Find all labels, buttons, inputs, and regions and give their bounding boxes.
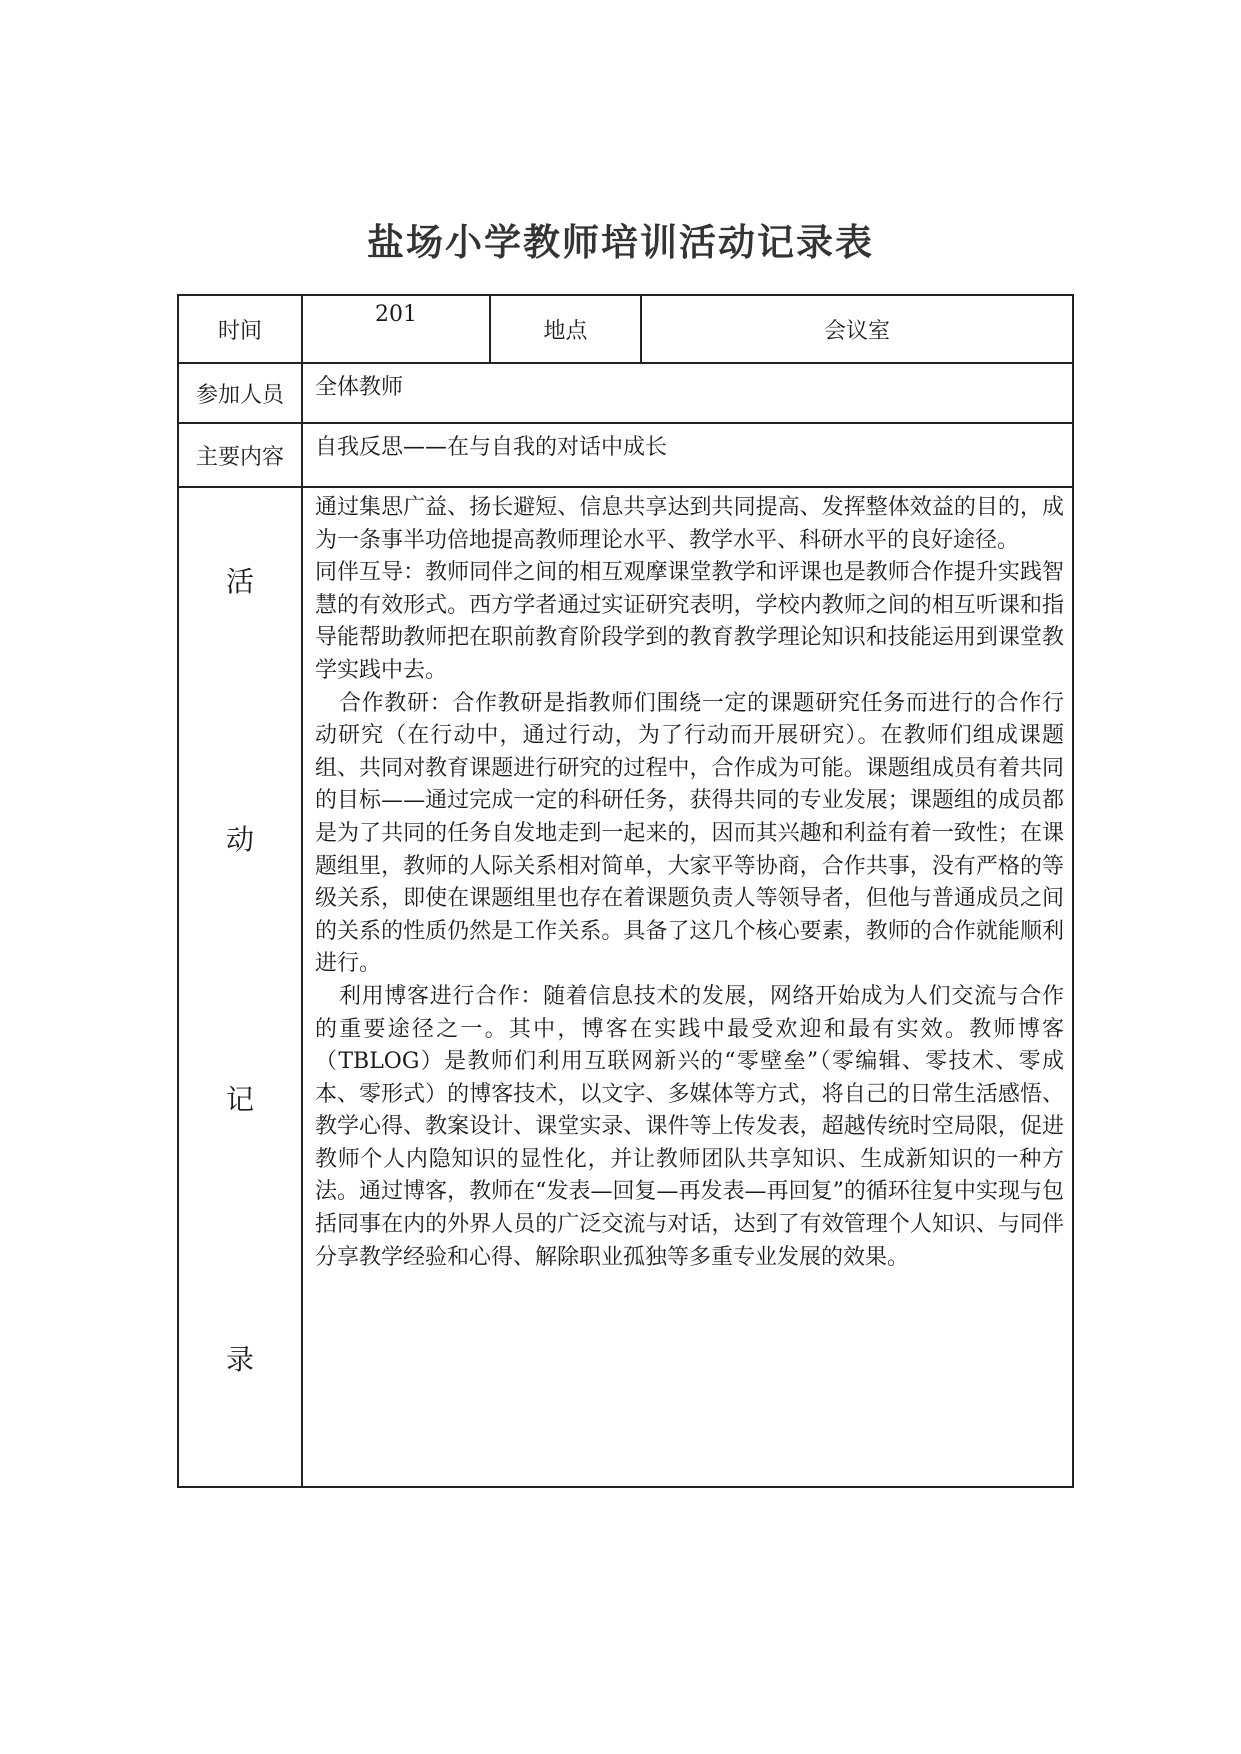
record-paragraph: 通过集思广益、扬长避短、信息共享达到共同提高、发挥整体效益的目的，成为一条事半功倍地提高教师理论水平、教学水平、科研水平的良好途径。 [315,495,1064,553]
content-label: 主要内容 [178,423,302,487]
content-row [178,423,1073,487]
participants-value: 全体教师 [302,363,1073,423]
record-row [178,487,1073,1487]
time-label: 时间 [178,295,302,363]
record-paragraph: 同伴互导：教师同伴之间的相互观摩课堂教学和评课也是教师合作提升实践智慧的有效形式。西方学者通过实证研究表明，学校内教师之间的相互听课和指导能帮助教师把在职前教育阶段学到的教育教学理论知识和技能运用到课堂教学实践中去。 [315,560,1064,683]
record-label-char: 记 [225,1083,254,1116]
time-value: 201 [302,295,490,363]
record-label-char: 活 [225,565,254,598]
page-title: 盐场小学教师培训活动记录表 [367,221,874,264]
place-value: 会议室 [641,295,1073,363]
time-place-row [178,295,1073,363]
record-table [177,294,1074,1488]
record-label [178,487,302,1487]
record-content [302,487,1073,1487]
place-label: 地点 [490,295,641,363]
record-paragraph: 利用博客进行合作：随着信息技术的发展，网络开始成为人们交流与合作的重要途径之一。其中，博客在实践中最受欢迎和最有实效。教师博客（TBLOG）是教师们利用互联网新兴的“零壁垒”（零编辑、零技术、零成本、零形式）的博客技术，以文字、多媒体等方式，将自己的日常生活感悟、教学心得、教案设计、课堂实录、课件等上传发表，超越传统时空局限，促进教师个人内隐知识的显性化，并让教师团队共享知识、生成新知识的一种方法。通过博客，教师在“发表—回复—再发表—再回复”的循环往复中实现与包括同事在内的外界人员的广泛交流与对话，达到了有效管理个人知识、与同伴分享教学经验和心得、解除职业孤独等多重专业发展的效果。 [315,983,1064,1270]
record-paragraph: 合作教研：合作教研是指教师们围绕一定的课题研究任务而进行的合作行动研究（在行动中，通过行动，为了行动而开展研究）。在教师们组成课题组、共同对教育课题进行研究的过程中，合作成为可能。课题组成员有着共同的目标——通过完成一定的科研任务，获得共同的专业发展；课题组的成员都是为了共同的任务自发地走到一起来的，因而其兴趣和利益有着一致性；在课题组里，教师的人际关系相对简单，大家平等协商，合作共事，没有严格的等级关系，即使在课题组里也存在着课题负责人等领导者，但他与普通成员之间的关系的性质仍然是工作关系。具备了这几个核心要素，教师的合作就能顺利进行。 [315,690,1064,977]
participants-row [178,363,1073,423]
content-value: 自我反思——在与自我的对话中成长 [302,423,1073,487]
participants-label: 参加人员 [178,363,302,423]
record-label-char: 录 [225,1343,254,1376]
record-label-char: 动 [225,823,254,856]
